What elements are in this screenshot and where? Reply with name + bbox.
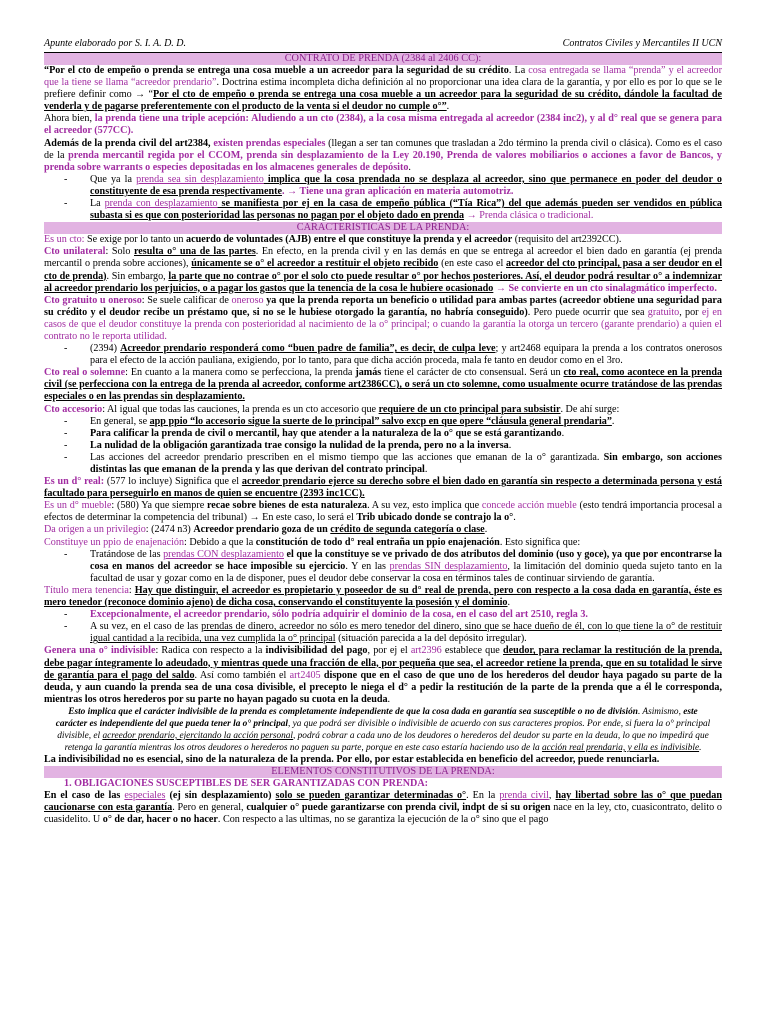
- header-course: Contratos Civiles y Mercantiles II UCN: [562, 38, 722, 49]
- italic-note: Esto implica que el carácter indivisible de la prenda es completamente independiente de que la cosa dada en garantía sea susceptible o no de división. Asimismo, este carácter es independiente del que pueda tener la o° principal, ya que podrá ser divisible o indivisible de acuerdo con sus caracteres propios. Por ende, si fuera la o° principal divisible, el acreedor prendario, ejercitando la acción personal, podrá cobrar a cada uno de los deudores o herederos del deudor su parte en la deuda, lo que no impedirá que retenga la garantía mientras los otros deudores o herederos no paguen su parte, porque en este caso estaría haciendo uso de la acción real prendaria, y ella es indivisible.: [55, 706, 711, 753]
- list-item: - La prenda con desplazamiento se manifiesta por ej en la casa de empeño pública (“Tía Rica”) del que además pueden ser vendidos en pública subasta si es que con posterioridad las personas no pagan por el objeto dado en prenda → Prenda clásica o tradicional.: [44, 198, 722, 222]
- characteristic-contract: Es un cto: Se exige por lo tanto un acuerdo de voluntades (AJB) entre el que constituye la prenda y el acreedor (requisito del art2392CC).: [44, 234, 622, 246]
- closing-statement: La indivisibilidad no es esencial, sino de la naturaleza de la prenda. Por ello, por estar establecida en beneficio del acreedor, puede renunciarla.: [44, 753, 660, 765]
- triple-meaning-paragraph: Ahora bien, la prenda tiene una triple acepción: Aludiendo a un cto (2384), a la cosa misma entregada al acreedor (2384 inc2), y al d° real que se genera para el acreedor (577CC).: [44, 113, 722, 137]
- characteristic-tenancy: Título mera tenencia: Hay que distinguir, el acreedor es propietario y poseedor de su d° real de prenda, pero con respecto a la cosa dada en garantía, éste es mero tenedor (reconoce dominio ajeno) de dicha cosa, conservando el constituyente la posesión y el dominio.: [44, 584, 722, 609]
- subsection-heading-obligations: 1. OBLIGACIONES SUSCEPTIBLES DE SER GARANTIZADAS CON PRENDA:: [64, 777, 429, 789]
- tenancy-list: [44, 609, 722, 645]
- list-item: - A su vez, en el caso de las prendas de dinero, acreedor no sólo es mero tenedor del dinero, sino que se hace dueño de él, con lo que tiene la o° de restituir igual cantidad a la recibida, una vez cumplida la o° principal (situación parecida a la del depósito irregular).: [44, 621, 722, 645]
- characteristic-indivisible: Genera una o° indivisible: Radica con respecto a la indivisibilidad del pago, por ej el art2396 establece que deudor, para reclamar la restitución de la prenda, debe pagar íntegramente lo adeudado, y mientras quede una fracción de ella, por pequeña que sea, el acreedor retiene la prenda, que en su totalidad le sirve de garantía para el pago del saldo. Así como también el art2405 dispone que en el caso de que uno de los herederos del deudor haya pagado su parte de la deuda, y aun cuando la prenda sea de una cosa divisible, el precepto le niega el d° a pedir la restitución de la parte de la prenda que a él le corresponda, mientras los otros herederos por su parte no hayan pagado su cuota en la deuda.: [44, 645, 723, 705]
- document-page: [44, 38, 722, 826]
- characteristic-real: Cto real o solemne: En cuanto a la manera como se perfecciona, la prenda jamás tiene el carácter de cto consensual. Será un cto real, como acontece en la prenda civil (se perfecciona con la entrega de la prenda al acreedor, conforme art2386CC), o será un cto solemne, como usualmente ocurre tratándose de las prendas especiales o en las prendas sin desplazamiento.: [44, 367, 723, 403]
- characteristic-unilateral: Cto unilateral: Solo resulta o° una de las partes. En efecto, en la prenda civil y en las demás en que se entrega al acreedor el bien dado en garantía (ej prenda mercantil o prenda sobre acciones), únicamente se o° el acreedor a restituir el objeto recibido (en este caso el acreedor del cto principal, pasa a ser deudor en el cto de prenda). Sin embargo, la parte que no contrae o° por el solo cto puede resultar o° por hechos posteriores. Así, el deudor podrá resultar o° a indemnizar al acreedor prendario los perjuicios, o a pagar los gastos que la tenencia de la cosa le hubiere ocasionado → Se convierte en un cto sinalagmático imperfecto.: [44, 246, 723, 294]
- characteristic-real-right: Es un d° real: (577 lo incluye) Significa que el acreedor prendario ejerce su derecho sobre el bien dado en garantía sin respecto a determinada persona y está facultado para perseguirlo en manos de quien se encuentre (2393 inc1CC).: [44, 476, 722, 500]
- section-heading-elements: ELEMENTOS CONSTITUTIVOS DE LA PRENDA:: [44, 766, 722, 778]
- characteristic-movable: Es un d° mueble: (580) Ya que siempre recae sobre bienes de esta naturaleza. A su vez, esto implica que concede acción mueble (esto tendrá importancia procesal a efectos de determinar la competencia del tribunal) → En este caso, lo será el Trib ubicado donde se contrajo la o°.: [44, 500, 722, 524]
- onerous-list: [44, 343, 722, 367]
- characteristic-accessory: Cto accesorio: Al igual que todas las cauciones, la prenda es un cto accesorio que requiere de un cto principal para subsistir. De ahí surge:: [44, 403, 620, 415]
- pledge-types-list: [44, 174, 722, 222]
- characteristic-privilege: Da origen a un privilegio: (2474 n3) Acreedor prendario goza de un crédito de segunda categoría o clase.: [44, 524, 488, 536]
- list-item: - En general, se app ppio “lo accesorio sigue la suerte de lo principal” salvo excp en que opere “cláusula general prendaria”.: [44, 416, 722, 428]
- page-header: [44, 38, 722, 53]
- alienation-list: [44, 549, 722, 585]
- list-item: - Excepcionalmente, el acreedor prendario, sólo podría adquirir el dominio de la cosa, en el caso del art 2510, regla 3.: [44, 609, 722, 621]
- obligations-paragraph: En el caso de las especiales (ej sin desplazamiento) solo se pueden garantizar determinadas o°. En la prenda civil, hay libertad sobre las o° que puedan caucionarse con esta garantía. Pero en general, cualquier o° puede garantizarse con prenda civil, indpt de si su origen nace en la ley, cto, cuasicontrato, delito o cuasidelito. U o° de dar, hacer o no hacer. Con respecto a las ultimas, no se garantiza la ejecución de la o° sino que el pago: [44, 790, 722, 826]
- characteristic-alienation: Constituye un ppio de enajenación: Debido a que la constitución de todo d° real entraña un ppio enajenación. Esto significa que:: [44, 536, 581, 548]
- list-item: - La nulidad de la obligación garantizada trae consigo la nulidad de la prenda, pero no a la inversa.: [44, 440, 722, 452]
- header-author: Apunte elaborado por S. I. A. D. D.: [44, 38, 187, 49]
- accessory-list: [44, 416, 722, 476]
- definition-paragraph: “Por el cto de empeño o prenda se entrega una cosa mueble a un acreedor para la seguridad de su crédito. La cosa entregada se llama “prenda” y el acreedor que la tiene se llama “acreedor prendario”. Doctrina estima incompleta dicha definición al no proporcionar una idea clara de la garantía, y por ello es por lo que se le prefiere definir como → “Por el cto de empeño o prenda se entrega una cosa mueble a un acreedor para la seguridad de su crédito, dándole la facultad de venderla y de pagarse preferentemente con el producto de la venta si el deudor no cumple o°”.: [44, 65, 723, 113]
- section-heading-characteristics: CARACTERISTICAS DE LA PRENDA:: [44, 222, 722, 234]
- list-item: - (2394) Acreedor prendario responderá como “buen padre de familia”, es decir, de culpa leve; y art2468 equipara la prenda a los contratos onerosos para el efecto de la acción pauliana, exigiendo, por lo tanto, para que dicha acción proceda, mala fe tanto en deudor como en el 3ro.: [44, 343, 722, 367]
- characteristic-onerous: Cto gratuito u oneroso: Se suele calificar de oneroso ya que la prenda reporta un beneficio o utilidad para ambas partes (acreedor obtiene una seguridad para su crédito y el deudor recibe un préstamo que, si no se le hubiese otorgado la garantía, no habría conseguido). Pero puede ocurrir que sea gratuito, por ej en casos de que el deudor constituye la prenda con posterioridad al nacimiento de la o° principal; o cuando la garantía la otorga un tercero (garante prendario) a quien el contrato no le reporta utilidad.: [44, 294, 722, 342]
- document-title: CONTRATO DE PRENDA (2384 al 2406 CC):: [44, 53, 722, 65]
- list-item: - Las acciones del acreedor prendario prescriben en el mismo tiempo que las acciones que emanan de la o° garantizada. Sin embargo, son acciones distintas las que emanan de la prenda y las que derivan del contrato principal.: [44, 452, 722, 476]
- list-item: - Para calificar la prenda de civil o mercantil, hay que atender a la naturaleza de la o° que se está garantizando.: [44, 428, 722, 440]
- list-item: - Tratándose de las prendas CON desplazamiento el que la constituye se ve privado de dos atributos del dominio (uso y goce), ya que por encontrarse la cosa en manos del acreedor se hace imposible su ejercicio. Y en las prendas SIN desplazamiento, la limitación del dominio queda sujeto tanto en la facultad de usar y gozar como en la de disponer, pues el deudor debe conservar la cosa en términos tales de continuar sirviendo de garantía.: [44, 549, 722, 585]
- special-pledges-paragraph: Además de la prenda civil del art2384, existen prendas especiales (llegan a ser tan comunes que trasladan a 2do término la prenda civil o clásica). Como es el caso de la prenda mercantil regida por el CCOM, prenda sin desplazamiento de la Ley 20.190, Prenda de valores mobiliarios o acciones a favor de Bancos, y prenda sobre warrants o especies depositadas en los almacenes generales de depósito.: [44, 137, 723, 173]
- list-item: - Que ya la prenda sea sin desplazamiento implica que la cosa prendada no se desplaza al acreedor, sino que permanece en poder del deudor o constituyente de esa prenda respectivamente. → Tiene una gran aplicación en materia automotriz.: [44, 174, 722, 198]
